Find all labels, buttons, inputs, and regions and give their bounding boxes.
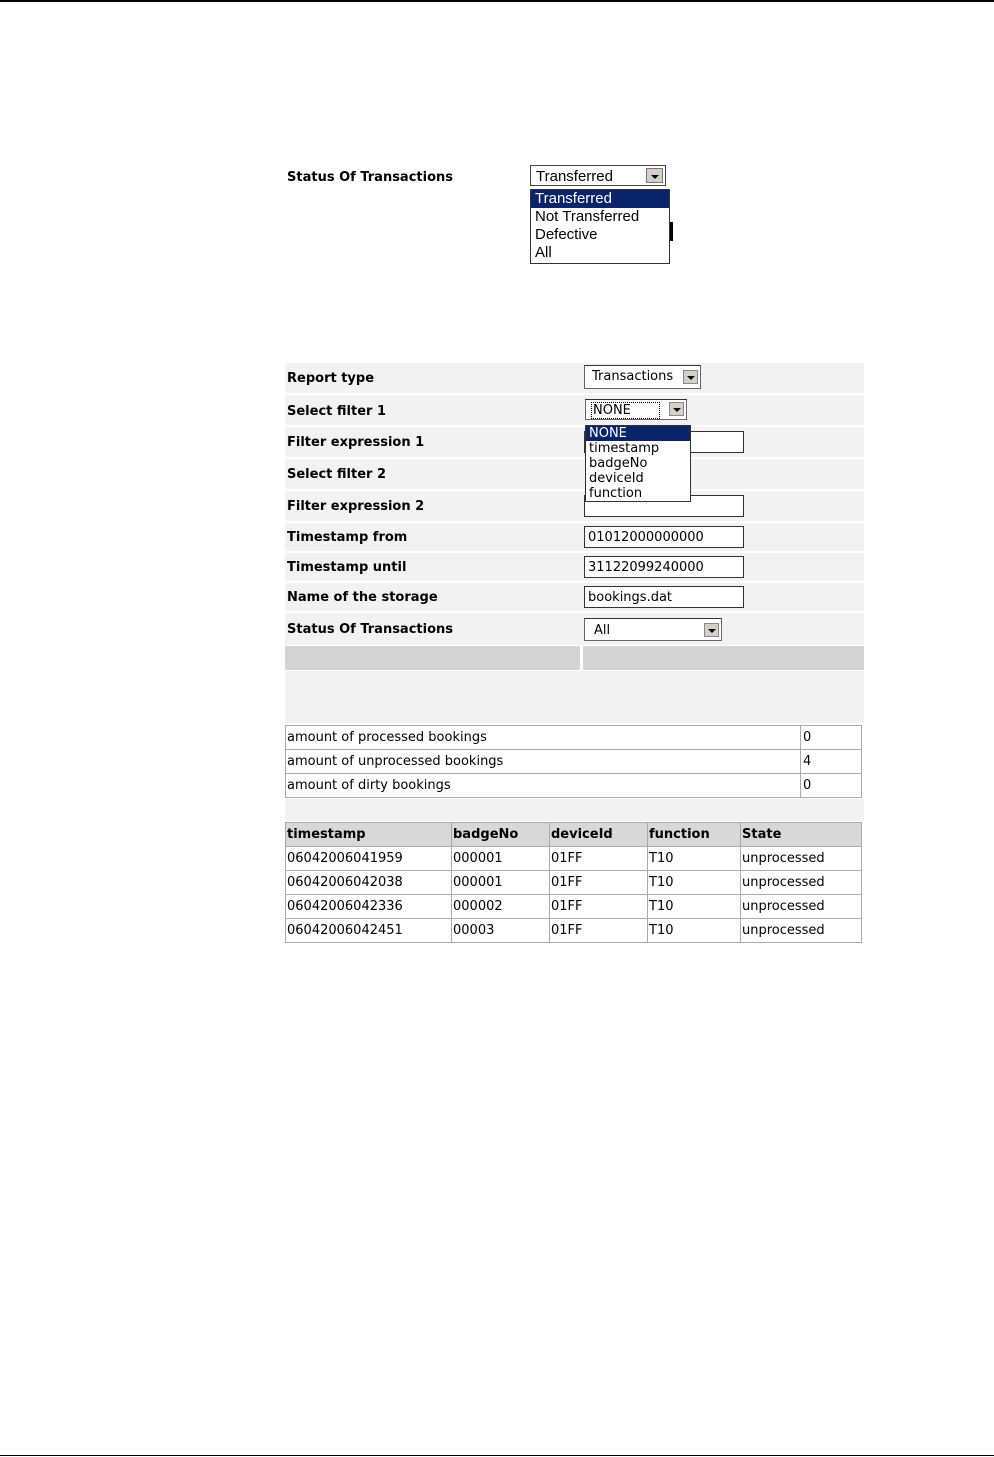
storage-name-label: Name of the storage bbox=[287, 590, 438, 605]
select-filter-2-label: Select filter 2 bbox=[287, 467, 387, 482]
cell-deviceid: 01FF bbox=[550, 919, 648, 943]
row-filter-expression-1 bbox=[285, 427, 864, 459]
timestamp-from-input[interactable]: 01012000000000 bbox=[584, 526, 744, 548]
cell-state: unprocessed bbox=[741, 871, 862, 895]
row-storage-name bbox=[285, 583, 864, 613]
status-select[interactable] bbox=[530, 165, 666, 186]
cell-badgeno: 00003 bbox=[452, 919, 550, 943]
timestamp-until-input[interactable]: 31122099240000 bbox=[584, 556, 744, 578]
status-option-not-transferred[interactable]: Not Transferred bbox=[535, 208, 640, 225]
col-header-timestamp: timestamp bbox=[286, 823, 452, 847]
timestamp-from-label: Timestamp from bbox=[287, 530, 408, 545]
summary-label: amount of dirty bookings bbox=[286, 774, 801, 798]
report-type-label: Report type bbox=[287, 371, 375, 386]
table-gap bbox=[285, 799, 864, 821]
filter-option-timestamp[interactable]: timestamp bbox=[589, 441, 660, 456]
summary-value: 0 bbox=[801, 726, 862, 750]
row-select-filter-2 bbox=[285, 459, 864, 491]
cell-function: T10 bbox=[648, 895, 741, 919]
table-row bbox=[286, 919, 862, 943]
footer-cell-left bbox=[285, 646, 580, 670]
status-option-all[interactable]: All bbox=[535, 244, 552, 261]
summary-label: amount of unprocessed bookings bbox=[286, 750, 801, 774]
report-type-value: Transactions bbox=[592, 369, 674, 384]
page-top-rule bbox=[0, 0, 994, 2]
row-status bbox=[285, 613, 864, 647]
status-options-list[interactable] bbox=[530, 189, 670, 264]
bookings-header-row bbox=[286, 823, 862, 847]
status-filter-select[interactable] bbox=[584, 618, 722, 641]
table-row bbox=[286, 847, 862, 871]
footer-cell-right bbox=[583, 646, 864, 670]
summary-value: 4 bbox=[801, 750, 862, 774]
cell-state: unprocessed bbox=[741, 919, 862, 943]
cell-state: unprocessed bbox=[741, 847, 862, 871]
status-filter-value: All bbox=[594, 623, 611, 638]
filter-option-deviceid[interactable]: deviceId bbox=[589, 471, 644, 486]
cell-deviceid: 01FF bbox=[550, 847, 648, 871]
chevron-down-icon[interactable] bbox=[646, 168, 663, 183]
chevron-down-icon[interactable] bbox=[683, 370, 698, 384]
cell-timestamp: 06042006042451 bbox=[286, 919, 452, 943]
summary-row bbox=[286, 750, 862, 774]
cell-badgeno: 000002 bbox=[452, 895, 550, 919]
row-filter-expression-2 bbox=[285, 491, 864, 523]
col-header-state: State bbox=[741, 823, 862, 847]
cell-badgeno: 000001 bbox=[452, 847, 550, 871]
summary-row bbox=[286, 726, 862, 750]
status-option-defective[interactable]: Defective bbox=[535, 226, 598, 243]
col-header-badgeno: badgeNo bbox=[452, 823, 550, 847]
table-row bbox=[286, 895, 862, 919]
page-bottom-rule bbox=[0, 1455, 994, 1456]
summary-row bbox=[286, 774, 862, 798]
form-spacer bbox=[285, 671, 864, 723]
form-footer-bar bbox=[285, 646, 864, 670]
cell-state: unprocessed bbox=[741, 895, 862, 919]
col-header-deviceid: deviceId bbox=[550, 823, 648, 847]
select-filter-1-label: Select filter 1 bbox=[287, 404, 387, 419]
row-timestamp-until bbox=[285, 553, 864, 583]
cell-badgeno: 000001 bbox=[452, 871, 550, 895]
cell-function: T10 bbox=[648, 847, 741, 871]
obscured-button-edge bbox=[670, 222, 673, 241]
timestamp-until-label: Timestamp until bbox=[287, 560, 407, 575]
report-type-select[interactable] bbox=[584, 365, 701, 389]
summary-table bbox=[285, 725, 862, 798]
storage-name-input[interactable]: bookings.dat bbox=[584, 586, 744, 608]
status-dropdown-screenshot bbox=[285, 162, 685, 272]
row-timestamp-from bbox=[285, 523, 864, 553]
status-label: Status Of Transactions bbox=[287, 622, 454, 637]
report-form bbox=[285, 363, 864, 647]
cell-timestamp: 06042006042336 bbox=[286, 895, 452, 919]
select-filter-1-value: NONE bbox=[591, 402, 660, 419]
status-select-value: Transferred bbox=[536, 168, 613, 185]
filter-option-none[interactable]: NONE bbox=[586, 426, 690, 441]
cell-timestamp: 06042006041959 bbox=[286, 847, 452, 871]
chevron-down-icon[interactable] bbox=[704, 623, 719, 637]
table-row bbox=[286, 871, 862, 895]
cell-timestamp: 06042006042038 bbox=[286, 871, 452, 895]
summary-value: 0 bbox=[801, 774, 862, 798]
filter-option-function[interactable]: function bbox=[589, 486, 643, 501]
cell-function: T10 bbox=[648, 919, 741, 943]
col-header-function: function bbox=[648, 823, 741, 847]
summary-label: amount of processed bookings bbox=[286, 726, 801, 750]
status-option-transferred[interactable]: Transferred bbox=[531, 190, 669, 208]
bookings-table bbox=[285, 822, 862, 943]
filter-expression-2-label: Filter expression 2 bbox=[287, 499, 425, 514]
filter-option-badgeno[interactable]: badgeNo bbox=[589, 456, 648, 471]
row-report-type bbox=[285, 363, 864, 395]
cell-function: T10 bbox=[648, 871, 741, 895]
status-of-transactions-label: Status Of Transactions bbox=[287, 170, 454, 185]
filter-1-options-list[interactable] bbox=[585, 425, 691, 502]
cell-deviceid: 01FF bbox=[550, 895, 648, 919]
cell-deviceid: 01FF bbox=[550, 871, 648, 895]
select-filter-1-select[interactable] bbox=[585, 399, 687, 420]
row-select-filter-1 bbox=[285, 395, 864, 427]
filter-expression-1-label: Filter expression 1 bbox=[287, 435, 425, 450]
chevron-down-icon[interactable] bbox=[669, 402, 684, 416]
